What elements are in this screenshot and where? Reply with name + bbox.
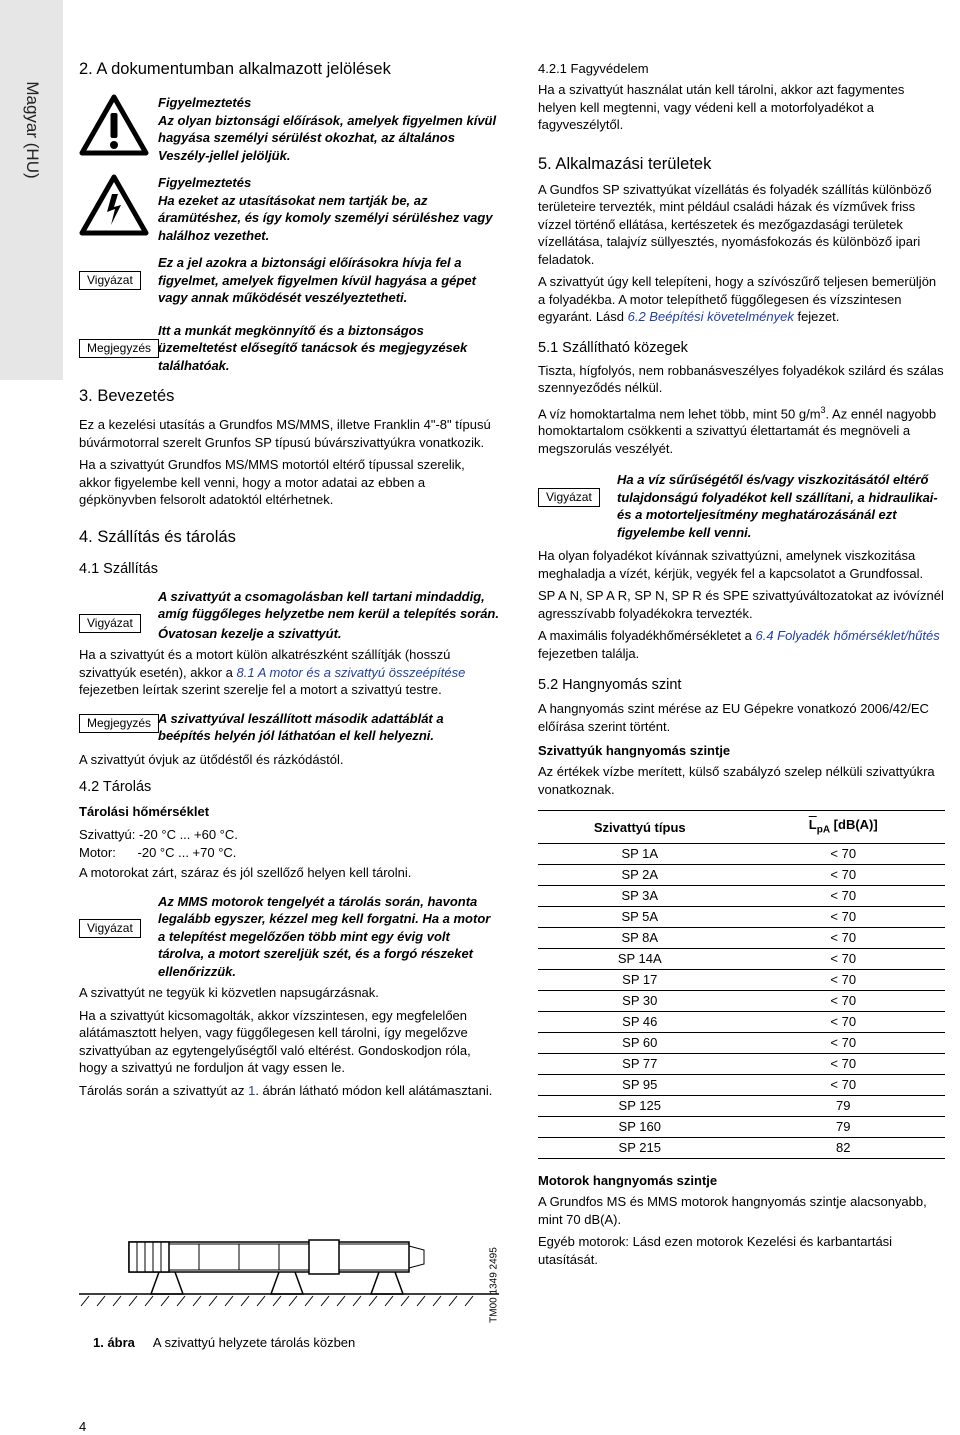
noise-level-header: $\overline{L}_{pA}$ [dB(A)] [742,811,946,844]
pump-type-cell: SP 8A [538,928,742,949]
electric-warning-block [79,174,499,244]
cross-reference-link[interactable]: 6.2 Beépítési követelmények [627,309,794,324]
paragraph: Tiszta, hígfolyós, nem robbanásveszélyes folyadékok szilárd és szálas szennyeződés nélkül. [538,362,944,395]
motor-temperature: Motor: -20 °C ... +70 °C. [79,844,237,860]
storage-temperature-title: Tárolási hőmérséklet [79,804,210,819]
note-text: A szivattyúval leszállított második adattáblát a beépítés helyén jól láthatóan el kell helyezni. [158,710,444,743]
noise-level-cell: < 70 [742,1012,946,1033]
table-row [538,865,945,886]
warning-heading: Figyelmeztetés [158,95,252,110]
pump-type-cell: SP 30 [538,991,742,1012]
paragraph: A szivattyút úgy kell telepíteni, hogy a szívószűrő teljesen bemerüljön a folyadékba. A motor telepíthető függőlegesen és vízszintesen egyaránt. Lásd 6.2 Beépítési követelmények fejezet. [538,274,937,324]
caution-text: Az MMS motorok tengelyét a tárolás során, havonta legalább egyszer, kézzel meg kell forgatni. Ha a motor a telepítést megelőzően több mint egy évig volt tárolva, a motort szereljük szét, és a forgó részeket ellenőrizzük. [158,893,491,979]
caution-text: Ha a víz sűrűségétől és/vagy viszkozitásától eltérő tulajdonságú folyadékot kell szállítani, a hidraulikai- és a motorteljesítmény meghatározásánál ezt figyelembe kell venni. [617,472,938,540]
general-danger-icon [79,94,158,156]
paragraph: Ha a szivattyút és a motort külön alkatrészként szállítják (hosszú szivattyúk esetén), akkor a 8.1 A motor és a szivattyú összeépítése fejezetben leírtak szerint szerelje fel a motort a szivattyú testre. [79,647,466,697]
noise-level-cell: 79 [742,1117,946,1138]
table-row [538,949,945,970]
noise-level-cell: < 70 [742,1075,946,1096]
table-row [538,970,945,991]
noise-level-cell: < 70 [742,865,946,886]
paragraph: Ha a szivattyút Grundfos MS/MMS motortól eltérő típussal szerelik, akkor figyelembe kell venni, hogy a motor adatai az ebben a gépkönyvben felsorolt adatoktól eltérhetnek. [79,457,465,507]
caution-block [538,471,945,541]
noise-level-cell: < 70 [742,1033,946,1054]
paragraph: Ez a kezelési utasítás a Grundfos MS/MMS, illetve Franklin 4"-8" típusú búvármotorral szerelt Grunfos SP típusú búvárszivattyúkra vonatkozik. [79,417,491,450]
page-number: 4 [79,1419,87,1434]
pump-noise-title: Szivattyúk hangnyomás szintje [538,743,731,759]
noise-level-cell: < 70 [742,844,946,865]
pump-type-cell: SP 14A [538,949,742,970]
table-row [538,844,945,865]
note-label: Megjegyzés [79,339,159,358]
cross-reference-link[interactable]: 8.1 A motor és a szivattyú összeépítése [236,664,466,680]
figure-code: TM00 1349 2495 [488,1247,500,1323]
paragraph: Az értékek vízbe merített, külső szabályzó szelep nélküli szivattyúkra vonatkoznak. [538,764,935,797]
language-label: Magyar (HU) [22,81,42,179]
pump-type-cell: SP 95 [538,1075,742,1096]
figure-caption-text: A szivattyú helyzete tárolás közben [152,1335,356,1350]
noise-level-cell: < 70 [742,907,946,928]
pump-type-cell: SP 160 [538,1117,742,1138]
electric-shock-icon [79,174,158,236]
caution-text-2: Óvatosan kezelje a szivattyút. [158,625,342,641]
note-text: Itt a munkát megkönnyítő és a biztonságos üzemeltetést elősegítő tanácsok és megjegyzések találhatóak. [158,322,468,373]
noise-level-cell: < 70 [742,1054,946,1075]
noise-level-cell: < 70 [742,928,946,949]
figure-caption [93,1334,355,1352]
pump-type-cell: SP 77 [538,1054,742,1075]
paragraph: A Grundfos MS és MMS motorok hangnyomás szintje alacsonyabb, mint 70 dB(A). [538,1194,927,1227]
table-row [538,1117,945,1138]
warning-text: Ha ezeket az utasításokat nem tartják be, az áramütéshez, és így komoly személyi sérüléshez vagy halálhoz vezethet. [158,192,493,243]
paragraph: A szivattyút óvjuk az ütődéstől és rázkódástól. [79,751,344,767]
paragraph: Tárolás során a szivattyút az 1. ábrán látható módon kell alátámasztani. [79,1082,493,1098]
caution-label: Vigyázat [79,614,141,633]
noise-level-table [538,810,945,1159]
section-2-title: 2. A dokumentumban alkalmazott jelölések [79,60,391,78]
caution-block [79,254,499,307]
table-row [538,1138,945,1159]
pump-storage-figure [79,1230,499,1330]
pump-temperature: Szivattyú: -20 °C ... +60 °C. [79,827,238,842]
noise-level-cell: < 70 [742,886,946,907]
note-label: Megjegyzés [79,714,159,733]
paragraph: SP A N, SP A R, SP N, SP R és SPE szivattyúváltozatokat az ivóvíznél agresszívabb folyadékokra tervezték. [538,588,944,621]
note-block [79,710,499,745]
table-row [538,928,945,949]
pump-type-cell: SP 17 [538,970,742,991]
table-row [538,991,945,1012]
caution-label: Vigyázat [538,488,600,507]
caution-label: Vigyázat [79,919,141,938]
figure-label: 1. ábra [93,1335,135,1350]
paragraph: Ha a szivattyút használat után kell tárolni, akkor azt fagymentes helyen kell megtenni, vagy védeni kell a motorfolyadékot a fagyveszélytől. [538,82,905,132]
figure-reference-link[interactable]: 1 [248,1082,256,1098]
caution-text: Ez a jel azokra a biztonsági előírásokra hívja fel a figyelmet, amelyek figyelmen kívül hagyása a gépet vagy annak működését veszélyeztetheti. [158,255,476,305]
pump-type-cell: SP 3A [538,886,742,907]
left-column [79,58,499,1099]
paragraph: A víz homoktartalma nem lehet több, mint 50 $g/m^3$. Az ennél nagyobb homoktartalom csökkenti a szivattyú élettartamát és megnöveli a megszorulás veszélyét. [538,404,937,456]
noise-level-cell: < 70 [742,949,946,970]
table-header-row [538,811,945,844]
general-warning-block [79,94,499,164]
pump-type-cell: SP 46 [538,1012,742,1033]
pump-type-cell: SP 1A [538,844,742,865]
pump-type-cell: SP 125 [538,1096,742,1117]
section-5-2-title: 5.2 Hangnyomás szint [538,677,682,694]
noise-level-cell: 82 [742,1138,946,1159]
pump-type-header: Szivattyú típus [538,811,742,844]
caution-block [79,893,499,981]
warning-heading: Figyelmeztetés [158,175,252,190]
table-row [538,1012,945,1033]
paragraph: A maximális folyadékhőmérsékletet a 6.4 Folyadék hőmérséklet/hűtés fejezetben találja. [538,628,940,661]
paragraph: A Gundfos SP szivattyúkat vízellátás és folyadék szállítás különböző területeire tervezték, mint például családi házak és vízművek friss vízzel történő ellátása, kertészetek és mezőgazdasági területek vízellátása, talajvíz süllyesztés, nyomásfokozás és különböző ipari feladatok. [538,181,932,267]
caution-label: Vigyázat [79,271,141,290]
caution-text: A szivattyút a csomagolásban kell tartani mindaddig, amíg függőleges helyzetbe nem kerül a telepítés során. [158,588,499,621]
section-4-1-title: 4.1 Szállítás [79,560,158,577]
table-row [538,886,945,907]
table-row [538,1054,945,1075]
caution-block [79,588,499,643]
noise-level-cell: < 70 [742,991,946,1012]
motor-noise-title: Motorok hangnyomás szintje [538,1173,718,1189]
pump-type-cell: SP 2A [538,865,742,886]
table-row [538,907,945,928]
paragraph: A motorokat zárt, száraz és jól szellőző helyen kell tárolni. [79,865,412,880]
noise-level-cell: < 70 [742,970,946,991]
pump-type-cell: SP 215 [538,1138,742,1159]
section-5-1-title: 5.1 Szállítható közegek [538,339,688,356]
language-side-tab [0,0,63,380]
right-column [538,58,945,1268]
table-row [538,1096,945,1117]
section-4-2-title: 4.2 Tárolás [79,779,152,795]
paragraph: Ha olyan folyadékot kívánnak szivattyúzni, amelynek viszkozitása meghaladja a vízét, kérjük, vegyék fel a kapcsolatot a Grundfossal. [538,548,924,581]
table-row [538,1033,945,1054]
paragraph: Egyéb motorok: Lásd ezen motorok Kezelési és karbantartási utasítását. [538,1234,893,1267]
warning-text: Az olyan biztonsági előírások, amelyek figyelmen kívül hagyása személyi sérülést okozhat, az általános Veszély-jellel jelöljük. [158,112,497,163]
section-4-2-1-title: 4.2.1 Fagyvédelem [538,61,649,76]
noise-level-cell: 79 [742,1096,946,1117]
section-4-title: 4. Szállítás és tárolás [79,527,236,546]
paragraph: Ha a szivattyút kicsomagolták, akkor vízszintesen, egy megfelelően alátámasztott helyen, vagy függőlegesen kell tárolni, így megelőzve szivattyúban az egytengelyűségtől való eltérést. Gondoskodjon róla, hogy a szivattyú ne forduljon át vagy essen le. [79,1007,471,1075]
pump-type-cell: SP 5A [538,907,742,928]
pump-type-cell: SP 60 [538,1033,742,1054]
table-row [538,1075,945,1096]
cross-reference-link[interactable]: 6.4 Folyadék hőmérséklet/hűtés [755,628,940,644]
note-block [79,322,499,375]
paragraph: A szivattyút ne tegyük ki közvetlen napsugárzásnak. [79,985,379,1000]
section-3-title: 3. Bevezetés [79,387,175,405]
section-5-title: 5. Alkalmazási területek [538,154,712,173]
paragraph: A hangnyomás szint mérése az EU Gépekre vonatkozó 2006/42/EC előírása szerint történt. [538,701,929,734]
